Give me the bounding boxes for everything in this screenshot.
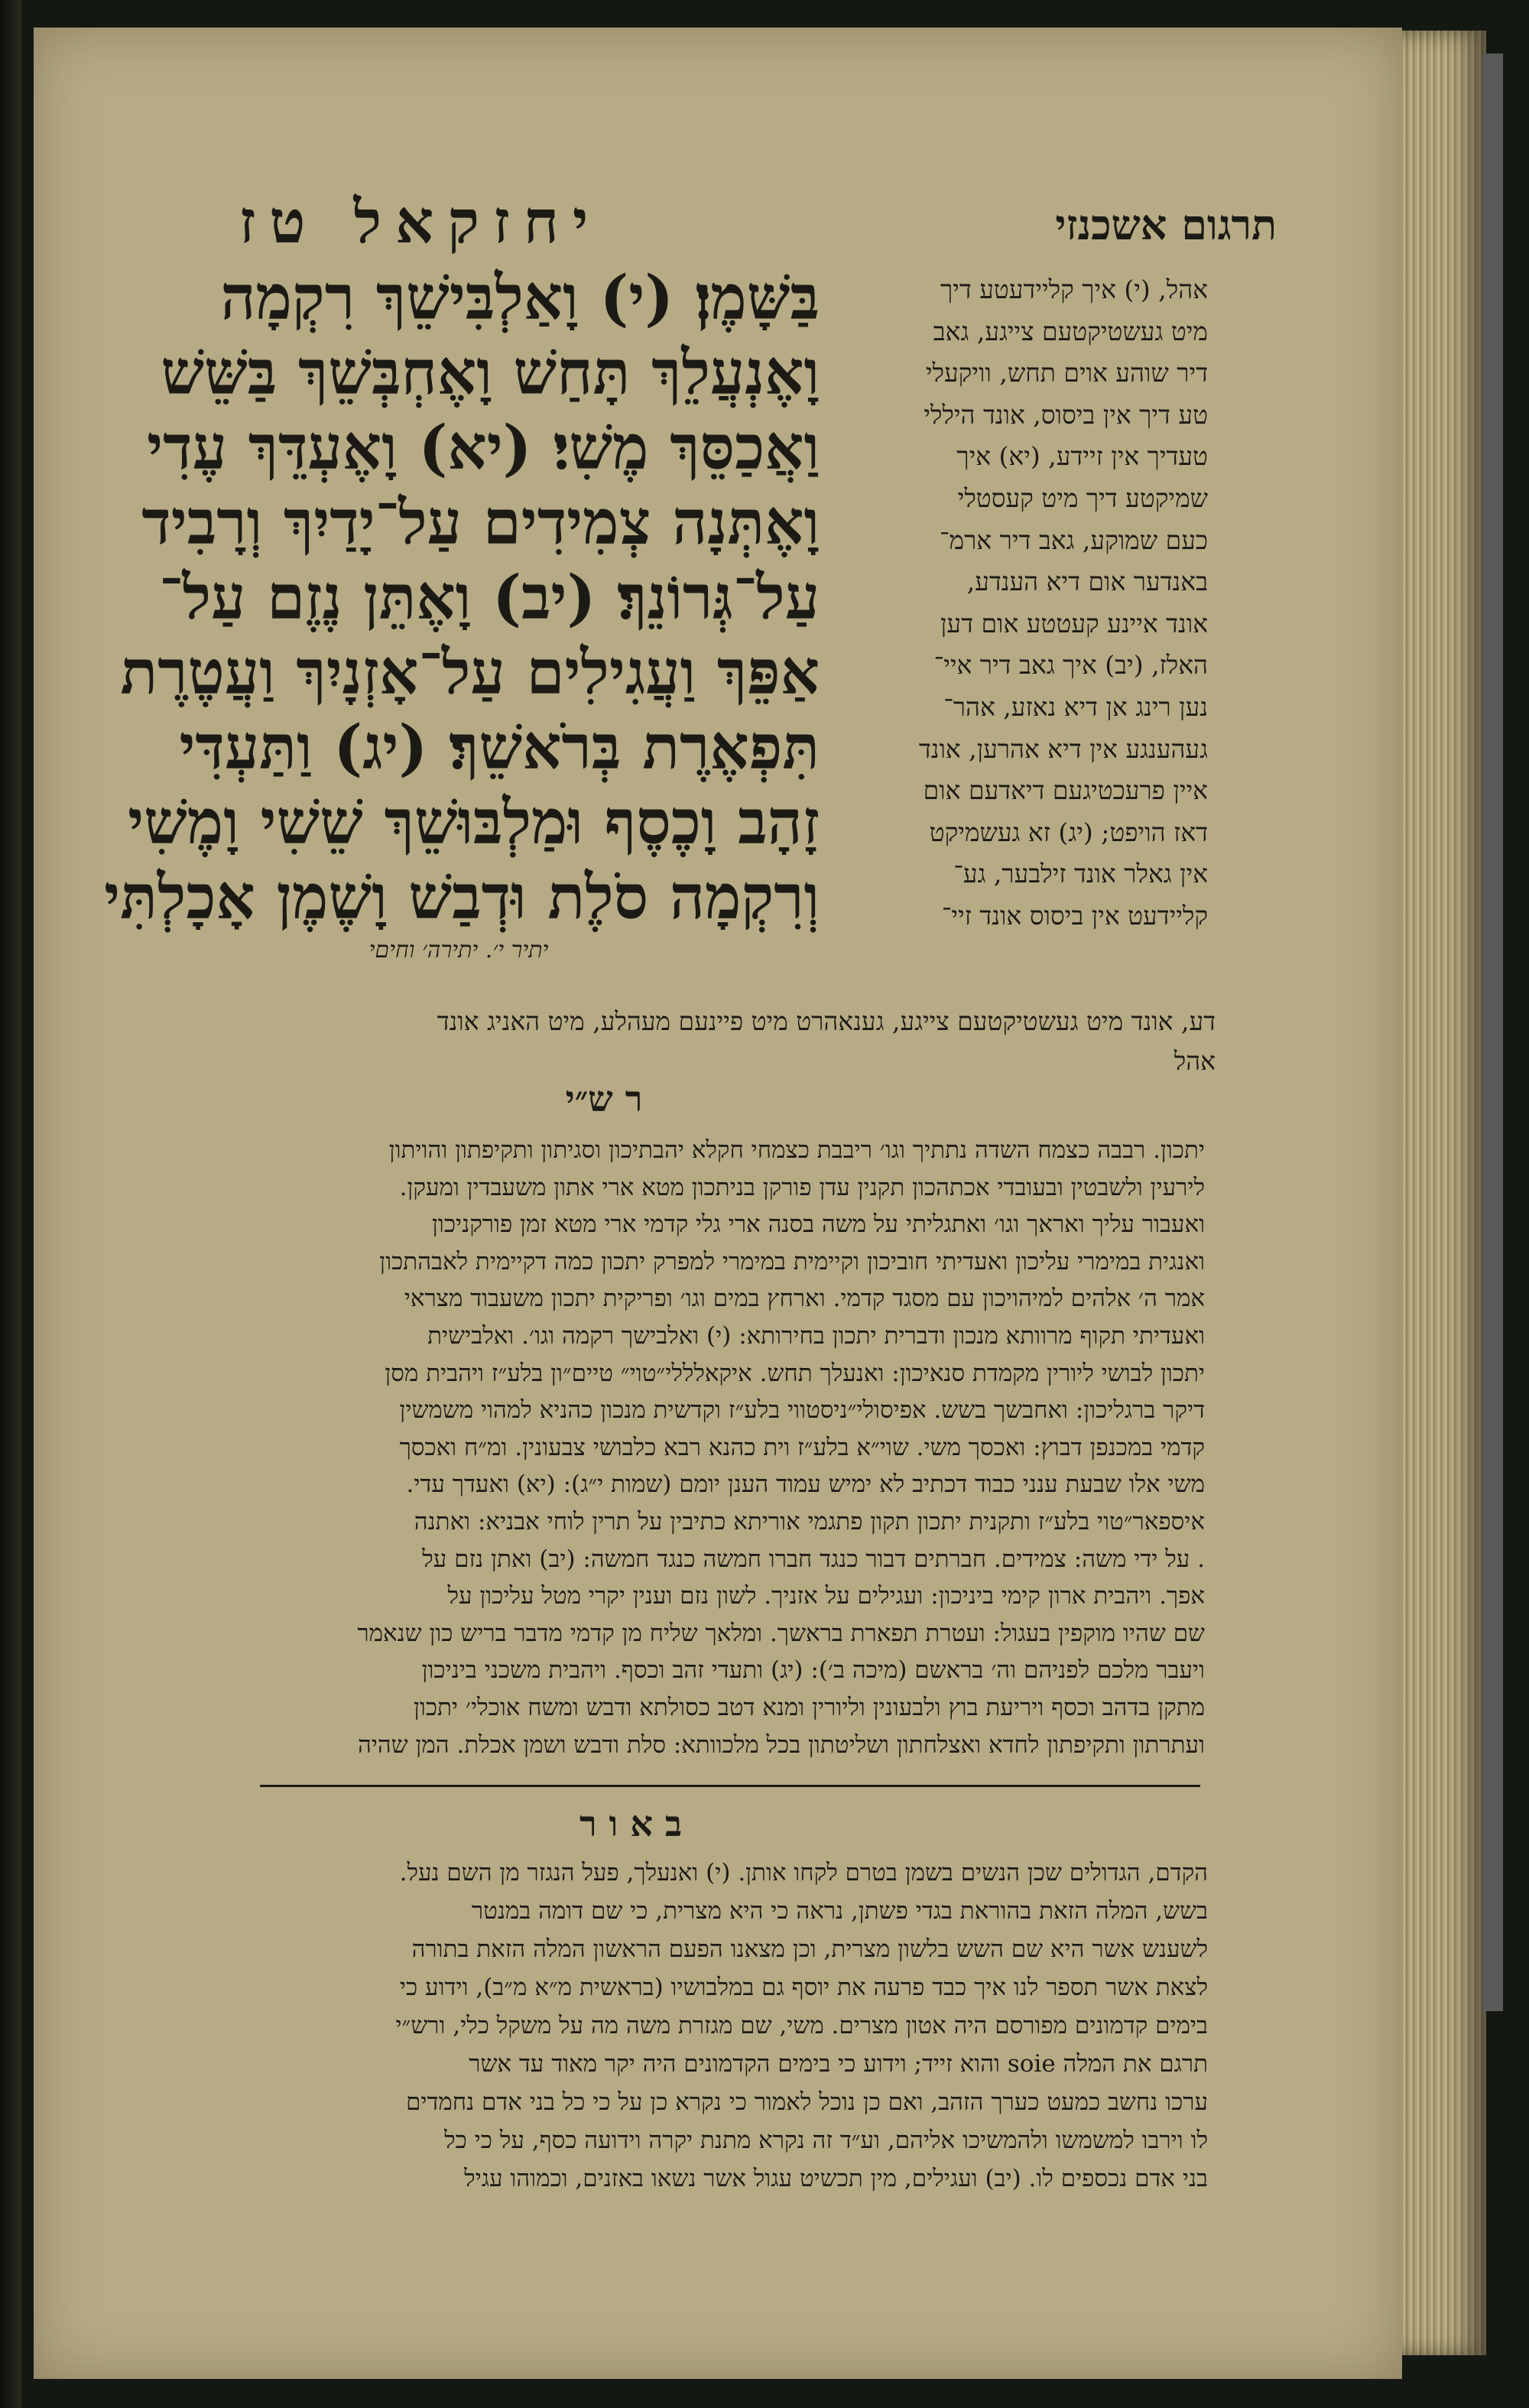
main-text-line: אַפֵּךְ וַעֲגִילִים עַל־אָזְנָיִךְ וַעֲטֶרֶת	[120, 636, 820, 708]
rashi-line: ואעבור עליך ואראך וגו׳ ואתגליתי על משה בסנה ארי גלי קדמי ארי מטא זמן פורקניכון	[432, 1210, 1205, 1239]
rashi-line: ואנגית במימרי עליכון ואעדיתי חוביכון וקיימית במימרי למפרק יתכון כמה דקיימית לאבהתכון	[379, 1247, 1205, 1275]
rashi-line: יתכון לבושי ליורין מקמדת סנאיכון: ואנעלך תחש. איקאלללי״טוי״ טיים״ון בלע״ז ויהבית מסן	[385, 1359, 1205, 1387]
targum-continuation-line: דע, אונד מיט געשטיקטעם צייגע, גענאהרט מיט פיינעם מעהלע, מיט האניג אונד	[437, 1006, 1216, 1036]
targum-line: האלז, (יב) איך גאב דיר איי־	[933, 650, 1208, 681]
rashi-line: ועתרתון ותקיפתון לחדא ואצלחתון ושליטתון בכל מלכוותא: סלת ודבש ושמן אכלת. המן שהיה	[357, 1730, 1205, 1759]
targum-line: טע דיך אין ביסוס, אונד היללי	[924, 399, 1208, 430]
biur-line: לו וירבו למשמשו ולהמשיכו אליהם, וע״ד זה נקרא מתנת יקרה וידועה כסף, על כי כל	[444, 2127, 1208, 2154]
targum-title: תרגום אשכנזי	[1055, 200, 1277, 249]
biur-commentary	[61, 1854, 1208, 2198]
running-header: יחזקאל טז	[239, 187, 602, 257]
rashi-line: שם שהיו מוקפין בעגול: ועטרת תפארת בראשך. ומלאך שליח מן קדמי מדבר בריש כון שנאמר	[357, 1619, 1205, 1647]
biur-line: ערכו נחשב כמעט כערך הזהב, ואם כן נוכל לאמור כי נקרא כן על כי כל בני אדם נחמדים	[406, 2088, 1208, 2116]
rashi-line: משי אלו שבעת ענני כבוד דכתיב לא ימיש עמוד הענן יומם (שמות י״ג): (יא) ואעדך עדי.	[406, 1470, 1205, 1499]
main-text-line: וָאֶתְּנָה צְמִידִים עַל־יָדַיִךְ וְרָבִיד	[141, 486, 820, 558]
targum-line: שמיקטע דיך מיט קעסטלי	[957, 483, 1208, 513]
textual-footnote: יתיר י׳. יתירה׳ וחיםי	[368, 937, 549, 964]
targum-line: געהענגע אין דיא אהרען, אונד	[918, 733, 1208, 764]
rashi-line: יתכון. רבבה כצמח השדה נתתיך וגו׳ ריבבת כצמחי חקלא יהבתיכון וסגיתון ותקיפתון והויתון	[388, 1136, 1205, 1164]
main-text-line: עַל־גְּרוֹנֵךְ׃ (יב) וָאֶתֵּן נֶזֶם עַל־	[158, 561, 820, 633]
rashi-line: מתקן בדהב וכסף ויריעת בוץ ולבעונין וליורין ומנא דטב כסולתא ודבש ומשח אוכלי׳ יתכון	[414, 1693, 1205, 1721]
biur-line: תרגם את המלה soie והוא זייד; וידוע כי בימים הקדמונים היה יקר מאוד עד אשר	[469, 2050, 1208, 2078]
biur-heading: ב א ו ר	[579, 1803, 683, 1844]
book-gutter	[0, 0, 21, 2408]
targum-line: כעם שמוקע, גאב דיר ארמ־	[939, 525, 1208, 555]
targum-line: דאז הויפט; (יג) זא געשמיקט	[929, 817, 1208, 847]
rashi-line: . על ידי משה: צמידים. חברתים דבור כנגד חברו חמשה כנגד חמשה: (יב) ואתן נזם על	[422, 1545, 1205, 1573]
section-divider	[260, 1785, 1200, 1787]
main-biblical-text	[63, 260, 820, 933]
targum-line: נען רינג אן דיא נאזע, אהר־	[943, 691, 1208, 722]
rashi-line: ויעבר מלכם לפניהם וה׳ בראשם (מיכה ב׳): (יג) ותעדי זהב וכסף. ויהבית משכני ביניכון	[421, 1656, 1205, 1685]
main-text-line: זָהָב וָכֶסֶף וּמַלְבּוּשֵׁךְ שֵׁשִׁי וָמֶשִׁי	[128, 786, 820, 858]
biur-line: לצאת אשר תספר לנו איך כבד פרעה את יוסף גם במלבושיו (בראשית מ״א מ״ב), וידוע כי	[399, 1974, 1208, 2001]
main-text-line: וָאֶנְעֲלֵךְ תָּחַשׁ וָאֶחְבְּשֵׁךְ בַּשֵּׁשׁ	[161, 336, 820, 408]
targum-continuation-line: אהל	[1174, 1046, 1216, 1076]
targum-line: אין גאלר אונד זילבער, גע־	[953, 859, 1208, 889]
targum-continuation	[145, 1002, 1216, 1081]
targum-line: קליידעט אין ביסוס אונד זיי־	[941, 900, 1208, 931]
rashi-line: איספאר״טוי בלע״ז ותקנית יתכון תקון פתגמי אוריתא כתיבין על תרין לוחי אבניא: ואתנה	[414, 1507, 1205, 1535]
rashi-line: לירעין ולשבטין ובעובדי אכתהכון תקנין עדן פורקן בניתכון מטא ארי אתון משעבדין ומעקן.	[399, 1173, 1205, 1201]
rashi-line: ואעדיתי תקוף מרוותא מנכון ודברית יתכון בחירותא: (י) ואלבישך רקמה וגו׳. ואלבישית	[427, 1321, 1205, 1350]
targum-line: טעדיך אין זיידע, (יא) איך	[956, 441, 1208, 472]
page-edges	[1402, 31, 1486, 2355]
main-text-line: וַאֲכַסֵּךְ מֶשִׁי׃ (יא) וָאֶעְדֵּךְ עֶדִי	[147, 411, 820, 483]
targum-line: אהל, (י) איך קליידעטע דיך	[940, 275, 1208, 304]
rashi-commentary	[58, 1132, 1205, 1763]
biur-line: הקדם, הגדולים שכן הנשים בשמן בטרם לקחו אותן. (י) ואנעלך, פעל הנגזר מן השם נעל.	[399, 1859, 1208, 1886]
targum-line: אונד איינע קעטטע אום דען	[940, 608, 1208, 639]
biur-line: בשש, המלה הזאת בהוראת בגדי פשתן, נראה כי היא מצרית, כי שם דומה במנטר	[471, 1897, 1208, 1925]
main-text-line: בַּשָּׁמֶן׃ (י) וָאַלְבִּישֵׁךְ רִקְמָה	[220, 262, 820, 333]
rashi-heading: ר ש״י	[565, 1078, 643, 1120]
rashi-line: דיקר ברגליכון: ואחבשך בשש. אפיסולי״ניסטווי בלע״ז וקדשית מנכון כהניא למהוי משמשין	[399, 1396, 1205, 1425]
biur-line: לשענש אשר היא שם השש בלשון מצרית, וכן מצאנו הפעם הראשון המלה הזאת בתורה	[411, 1935, 1208, 1963]
targum-line: איין פרעכטיגעם דיאדעם אום	[923, 775, 1208, 806]
book-binding-edge	[1483, 54, 1503, 2011]
targum-line: דיר שוהע אוים תחש, וויקעלי	[925, 358, 1208, 388]
biur-line: בני אדם נכספים לו. (יב) ועגילים, מין תכשיט עגול אשר נשאו באזנים, וכמוהו עגיל	[464, 2165, 1208, 2192]
targum-column	[826, 269, 1208, 938]
main-text-line: וְרִקְמָה סֹלֶת וּדְבַשׁ וָשֶׁמֶן אָכָלְתִּי	[104, 861, 820, 933]
rashi-line: קדמי במכנפן דבוץ: ואכסך משי. שוי״א בלע״ז וית כהנא רבא כלבושי צבעונין. ומ״ח ואכסך	[399, 1433, 1205, 1461]
main-text-line: תִּפְאֶרֶת בְּרֹאשֵׁךְ׃ (יג) וַתַּעְדִּי	[179, 711, 820, 783]
targum-line: באנדער אום דיא הענדע,	[966, 567, 1208, 597]
rashi-line: אפך. ויהבית ארון קימי ביניכון: ועגילים על אזניך. לשון נזם וענין יקרי מטל עליכון על	[447, 1582, 1205, 1610]
targum-line: מיט געשטיקטעם צייגע, גאב	[933, 316, 1208, 346]
rashi-line: אמר ה׳ אלהים למיהויכון עם מסגד קדמי. וארחץ במים וגו׳ ופריקית יתכון משעבוד מצראי	[404, 1285, 1205, 1313]
biur-line: בימים קדמונים מפורסם היה אטון מצרים. משי, שם מגזרת משה מה על משקל כלי, ורש״י	[395, 2012, 1208, 2039]
